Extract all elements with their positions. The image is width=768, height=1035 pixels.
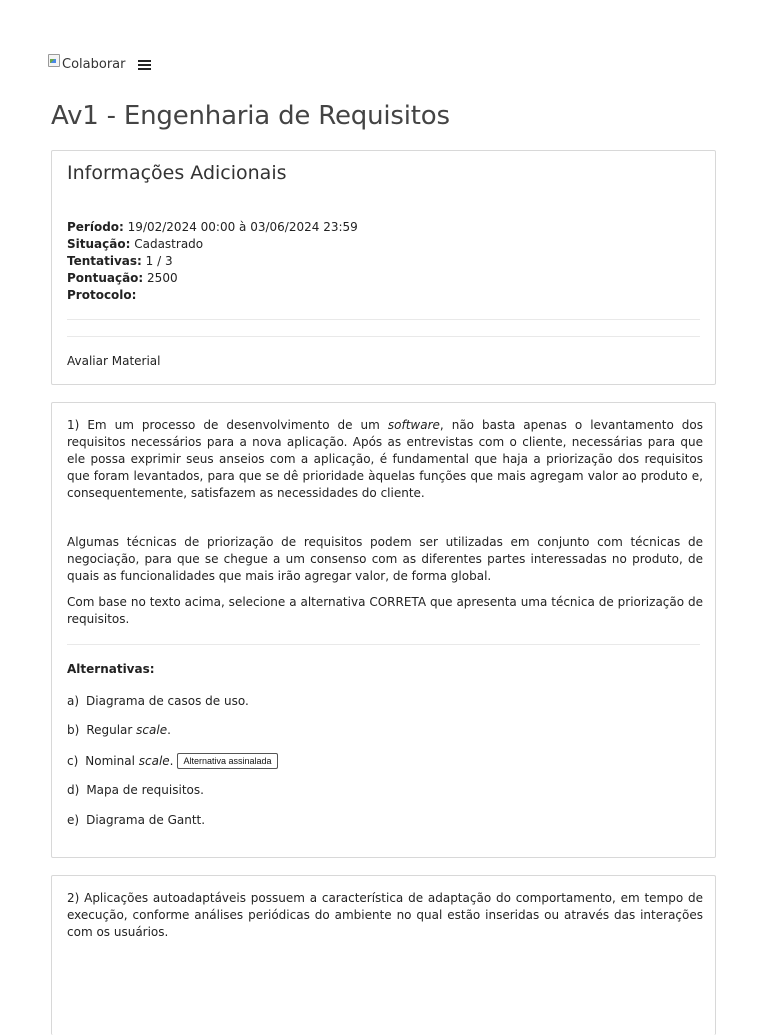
divider xyxy=(67,644,700,645)
divider xyxy=(67,336,700,337)
info-card xyxy=(51,150,716,385)
logo-link[interactable] xyxy=(47,57,125,72)
pontuacao-label: Pontuação: xyxy=(67,271,144,285)
pontuacao-value: 2500 xyxy=(147,271,178,285)
top-bar xyxy=(47,55,151,73)
broken-image-icon xyxy=(47,53,61,67)
question-2-card xyxy=(51,875,716,1035)
info-list xyxy=(67,219,358,304)
alternative-b[interactable]: b) Regular scale . xyxy=(67,723,171,737)
alternative-e[interactable]: e) Diagrama de Gantt. xyxy=(67,813,206,827)
info-card-title: Informações Adicionais xyxy=(67,162,287,184)
question-1-paragraph-1: 1) Em um processo de desenvolvimento de um software, não basta apenas o levantamento dos requisitos necessários para a nova aplicação. Após as entrevistas com o cliente, necessárias para que ele possa exprimir seus anseios com a aplicação, é fundamental que haja a priorização dos requisitos que foram levantados, para que se dê prioridade àquelas funções que mais agregam valor ao produto e, consequentemente, satisfazem as necessidades do cliente. xyxy=(67,418,704,500)
alternative-a[interactable]: a) Diagrama de casos de uso. xyxy=(67,694,249,708)
protocolo-label: Protocolo: xyxy=(67,288,137,302)
periodo-value: 19/02/2024 00:00 à 03/06/2024 23:59 xyxy=(127,220,358,234)
avaliar-material-link[interactable]: Avaliar Material xyxy=(67,354,161,368)
question-1-card xyxy=(51,402,716,858)
selected-alternative-badge: Alternativa assinalada xyxy=(177,753,277,769)
logo-alt-text: Colaborar xyxy=(62,56,126,72)
question-1-paragraph-3: Com base no texto acima, selecione a alternativa CORRETA que apresenta uma técnica de priorização de requisitos. xyxy=(67,595,703,626)
tentativas-label: Tentativas: xyxy=(67,254,142,268)
page-title: Av1 - Engenharia de Requisitos xyxy=(51,101,450,131)
hamburger-menu-icon[interactable] xyxy=(138,59,151,70)
tentativas-value: 1 / 3 xyxy=(145,254,173,268)
alternative-c[interactable]: c) Nominal scale . Alternativa assinalada xyxy=(67,753,278,769)
question-1-paragraph-2: Algumas técnicas de priorização de requisitos podem ser utilizadas em conjunto com técnicas de negociação, para que se chegue a um consenso com as diferentes partes interessadas no produto, de quais as funcionalidades que mais irão agregar valor, de forma global. xyxy=(67,535,703,583)
question-2-paragraph-1: 2) Aplicações autoadaptáveis possuem a característica de adaptação do comportamento, em tempo de execução, conforme análises periódicas do ambiente no qual estão inseridas ou através das interações com os usuários. xyxy=(67,891,703,939)
divider xyxy=(67,319,700,320)
periodo-label: Período: xyxy=(67,220,124,234)
alternative-d[interactable]: d) Mapa de requisitos. xyxy=(67,783,204,797)
situacao-label: Situação: xyxy=(67,237,131,251)
situacao-value: Cadastrado xyxy=(134,237,204,251)
alternatives-title: Alternativas: xyxy=(67,662,155,676)
